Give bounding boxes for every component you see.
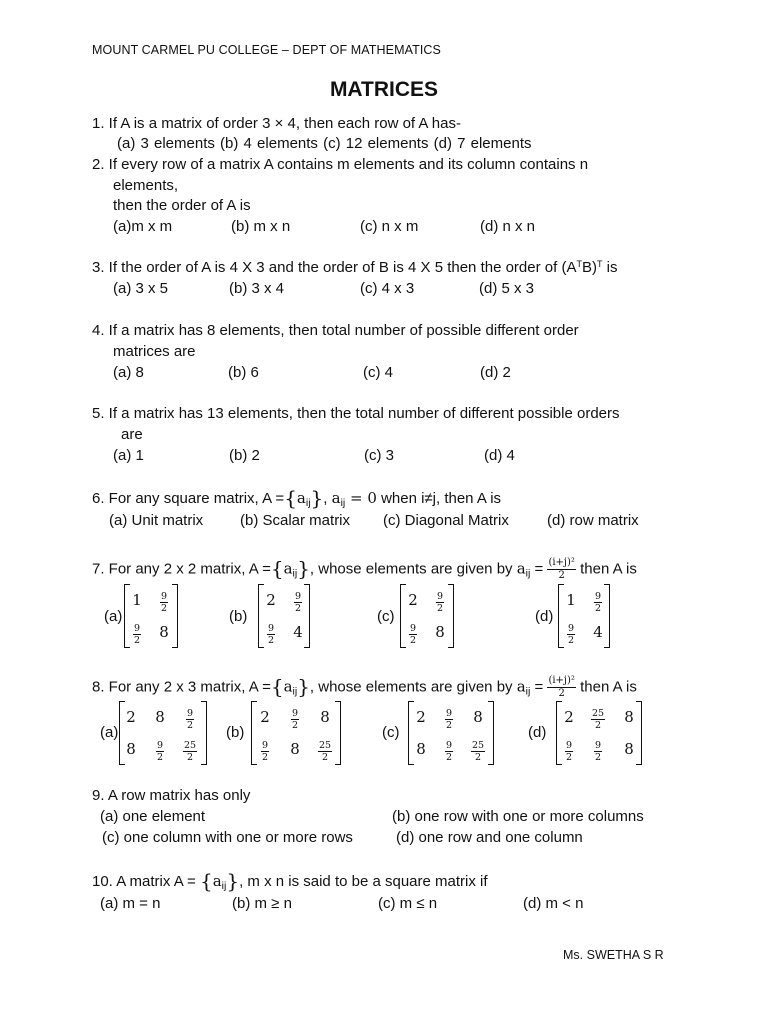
question-7 — [92, 557, 637, 582]
element-a: a — [212, 872, 222, 890]
question-5-option-c: (c) 3 — [364, 447, 394, 464]
question-5-option-b: (b) 2 — [229, 447, 260, 464]
question-6-option-d: (d) row matrix — [547, 512, 639, 529]
question-2-option-a: (a)m x m — [113, 218, 173, 235]
left-brace: { — [270, 556, 284, 581]
question-3-text: 3. If the order of A is 4 X 3 and the order of B is 4 X 5 then the order of (A — [92, 259, 577, 276]
question-5-option-a: (a) 1 — [113, 447, 144, 464]
question-10 — [92, 869, 488, 893]
question-6-option-c: (c) Diagonal Matrix — [383, 512, 509, 529]
question-3 — [92, 259, 617, 276]
question-5-line-2: are — [121, 426, 143, 443]
question-10-end: , m x n is said to be a square matrix if — [239, 873, 488, 890]
formula-fraction: $\frac{\text{(i+j)²}}{2}$ — [548, 557, 575, 581]
option-label-b: (b) — [229, 608, 248, 625]
question-2-option-d: (d) n x n — [480, 218, 536, 235]
element-a: a — [283, 677, 293, 696]
matrix-option-a: 1 $\frac{9}{2}$ $\frac{9}{2}$ 8 — [124, 584, 178, 648]
question-10-text: 10. A matrix A = — [92, 873, 200, 890]
question-9-option-b: (b) one row with one or more columns — [392, 808, 644, 825]
question-4-option-d: (d) 2 — [480, 364, 511, 381]
question-3-option-b: (b) 3 x 4 — [229, 280, 285, 297]
transpose-sup: T — [596, 259, 603, 269]
right-brace: } — [297, 674, 310, 699]
question-6-text: 6. For any square matrix, A = — [92, 490, 285, 507]
question-4-option-b: (b) 6 — [228, 364, 259, 381]
question-3-option-a: (a) 3 x 5 — [113, 280, 169, 297]
question-4: 4. If a matrix has 8 elements, then total number of possible different order — [92, 322, 579, 339]
option-label-b: (b) — [226, 724, 245, 741]
element-a: a — [331, 489, 341, 507]
right-brace: } — [226, 869, 240, 893]
option-label-a: (a) — [100, 724, 119, 741]
question-6-end: when i≠j, then A is — [376, 490, 502, 507]
matrix-option-c: 2 $\frac{9}{2}$ $\frac{9}{2}$ 8 — [400, 584, 454, 648]
subscript-ij: ij — [525, 567, 531, 580]
question-2-line-3: then the order of A is — [113, 197, 251, 214]
question-8 — [92, 675, 637, 700]
option-label-d: (d) — [528, 724, 547, 741]
question-6-option-b: (b) Scalar matrix — [240, 512, 351, 529]
subscript-ij: ij — [340, 497, 346, 509]
question-2: 2. If every row of a matrix A contains m elements and its column contains n — [92, 156, 589, 173]
question-5: 5. If a matrix has 13 elements, then the total number of different possible orders — [92, 405, 620, 422]
question-9: 9. A row matrix has only — [92, 787, 251, 804]
element-a: a — [516, 677, 526, 696]
question-2-option-b: (b) m x n — [231, 218, 291, 235]
question-9-option-c: (c) one column with one or more rows — [102, 829, 353, 846]
question-2-line-2: elements, — [113, 177, 179, 194]
question-4-option-a: (a) 8 — [113, 364, 144, 381]
left-brace: { — [199, 869, 213, 893]
matrix-option-d: 1 $\frac{9}{2}$ $\frac{9}{2}$ 4 — [558, 584, 610, 648]
right-brace: } — [310, 486, 324, 510]
author-footer: Ms. SWETHA S R — [563, 948, 664, 962]
option-label-c: (c) — [377, 608, 395, 625]
question-8-mid: , whose elements are given by — [309, 678, 517, 696]
formula-fraction: $\frac{\text{(i+j)²}}{2}$ — [548, 675, 575, 699]
matrix-option-d: 2 $\frac{25}{2}$ 8 $\frac{9}{2}$ $\frac{9}{2}$ 8 — [556, 701, 642, 765]
question-7-text: 7. For any 2 x 2 matrix, A = — [92, 560, 271, 578]
question-9-option-d: (d) one row and one column — [396, 829, 583, 846]
matrix-option-a: 2 8 $\frac{9}{2}$ 8 $\frac{9}{2}$ $\frac{25}{2}$ — [119, 701, 207, 765]
question-8-text: 8. For any 2 x 3 matrix, A = — [92, 678, 271, 696]
page-title: MATRICES — [329, 78, 439, 101]
question-4-line-2: matrices are — [113, 343, 196, 360]
question-6 — [92, 486, 502, 510]
question-1-options: (a) 3 elements (b) 4 elements (c) 12 elements (d) 7 elements — [117, 135, 532, 152]
matrix-option-c: 2 $\frac{9}{2}$ 8 8 $\frac{9}{2}$ $\frac{25}{2}$ — [408, 701, 494, 765]
left-brace: { — [284, 486, 297, 510]
question-3-option-c: (c) 4 x 3 — [360, 280, 415, 297]
left-brace: { — [270, 674, 284, 699]
matrix-option-b: 2 $\frac{9}{2}$ $\frac{9}{2}$ 4 — [258, 584, 310, 648]
option-label-d: (d) — [535, 608, 554, 625]
question-6-option-a: (a) Unit matrix — [109, 512, 204, 529]
subscript-ij: ij — [525, 685, 531, 698]
equals-zero: = 0 — [345, 489, 377, 507]
question-10-option-c: (c) m ≤ n — [378, 895, 438, 912]
option-label-a: (a) — [104, 608, 123, 625]
question-2-option-c: (c) n x m — [360, 218, 419, 235]
question-3-option-d: (d) 5 x 3 — [479, 280, 535, 297]
subscript-ij: ij — [292, 567, 298, 580]
question-9-option-a: (a) one element — [100, 808, 206, 825]
element-a: a — [296, 489, 306, 507]
question-10-option-b: (b) m ≥ n — [232, 895, 292, 912]
question-10-option-d: (d) m < n — [523, 895, 584, 912]
subscript-ij: ij — [305, 497, 311, 509]
question-8-end: then A is — [575, 678, 637, 696]
equals: = — [530, 560, 548, 578]
transpose-sup: T — [576, 259, 582, 269]
question-1: 1. If A is a matrix of order 3 × 4, then each row of A has- — [92, 115, 461, 132]
question-7-mid: , whose elements are given by — [309, 560, 517, 578]
subscript-ij: ij — [221, 880, 227, 892]
right-brace: } — [297, 556, 310, 581]
equals: = — [530, 678, 548, 696]
question-10-option-a: (a) m = n — [100, 895, 161, 912]
question-5-option-d: (d) 4 — [484, 447, 515, 464]
page-header: MOUNT CARMEL PU COLLEGE – DEPT OF MATHEMATICS — [92, 43, 441, 57]
question-3-end: is — [602, 259, 618, 276]
question-7-end: then A is — [575, 560, 637, 578]
option-label-c: (c) — [382, 724, 400, 741]
comma: , — [323, 490, 332, 507]
question-3-mid: B) — [581, 259, 597, 276]
subscript-ij: ij — [292, 685, 298, 698]
element-a: a — [283, 559, 293, 578]
question-4-option-c: (c) 4 — [363, 364, 393, 381]
matrix-option-b: 2 $\frac{9}{2}$ 8 $\frac{9}{2}$ 8 $\frac{25}{2}$ — [251, 701, 341, 765]
element-a: a — [516, 559, 526, 578]
